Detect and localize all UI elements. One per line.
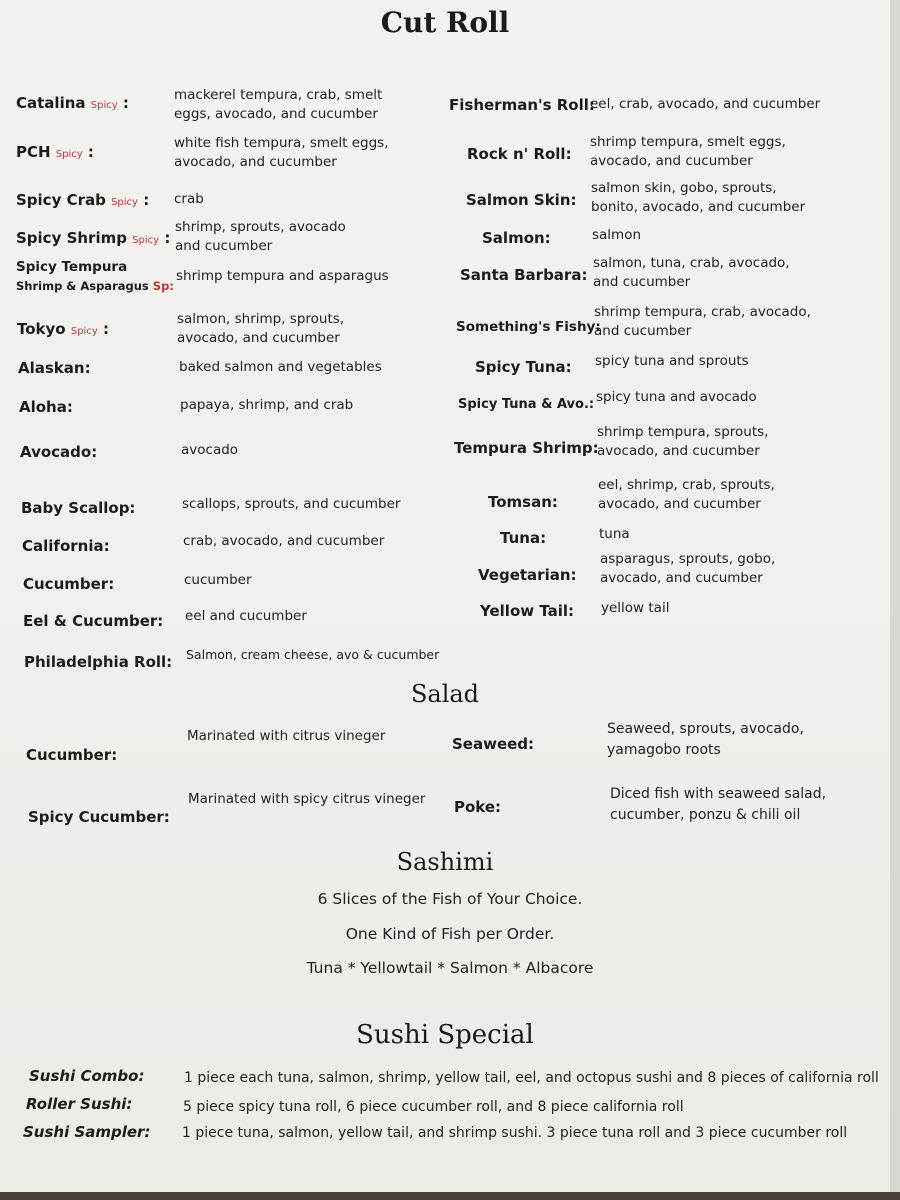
cut-roll-heading: Cut Roll <box>380 6 510 39</box>
special-description: 1 piece tuna, salmon, yellow tail, and shrimp sushi. 3 piece tuna roll and 3 piece cucumber roll <box>182 1125 848 1141</box>
roll-description: papaya, shrimp, and crab <box>180 397 354 413</box>
roll-description: scallops, sprouts, and cucumber <box>182 496 401 512</box>
roll-description: eel, shrimp, crab, sprouts, avocado, and cucumber <box>598 477 775 512</box>
salad-description: Marinated with spicy citrus vineger <box>188 791 426 807</box>
roll-description: yellow tail <box>601 600 670 616</box>
roll-name: Avocado: <box>20 443 98 461</box>
sashimi-line: One Kind of Fish per Order. <box>345 925 555 943</box>
roll-description: shrimp tempura, crab, avocado, and cucumber <box>594 304 811 339</box>
roll-description: eel and cucumber <box>185 608 307 624</box>
roll-name: PCH Spicy : <box>16 143 94 161</box>
roll-description: salmon <box>592 227 642 243</box>
roll-description: asparagus, sprouts, gobo, avocado, and cucumber <box>600 551 776 586</box>
roll-name: Something's Fishy: <box>456 319 601 335</box>
special-name: Roller Sushi: <box>26 1095 133 1113</box>
special-description: 1 piece each tuna, salmon, shrimp, yellow tail, eel, and octopus sushi and 8 pieces of california roll <box>184 1070 879 1086</box>
roll-name: Salmon Skin: <box>466 191 577 209</box>
special-description: 5 piece spicy tuna roll, 6 piece cucumber roll, and 8 piece california roll <box>183 1099 684 1115</box>
salad-name: Spicy Cucumber: <box>28 808 170 826</box>
sashimi-fish-list: Tuna * Yellowtail * Salmon * Albacore <box>306 959 594 977</box>
table-surface <box>0 1192 900 1200</box>
sashimi-heading: Sashimi <box>396 848 494 876</box>
page-edge <box>890 0 900 1200</box>
roll-description: avocado <box>181 442 239 458</box>
roll-name: Fisherman's Roll: <box>449 96 595 114</box>
roll-name: Spicy Tempura Shrimp & Asparagus Sp: <box>16 259 174 293</box>
roll-description: spicy tuna and avocado <box>596 389 757 405</box>
salad-name: Cucumber: <box>26 746 118 764</box>
roll-name: Alaskan: <box>18 359 91 377</box>
roll-name: Santa Barbara: <box>460 266 588 284</box>
roll-description: salmon, tuna, crab, avocado, and cucumber <box>593 255 790 290</box>
roll-name: Eel & Cucumber: <box>23 612 164 630</box>
roll-description: eel, crab, avocado, and cucumber <box>590 96 821 112</box>
roll-name: Rock n' Roll: <box>467 145 572 163</box>
roll-description: crab <box>174 191 204 207</box>
salad-description: Seaweed, sprouts, avocado, yamagobo roots <box>607 721 804 758</box>
roll-description: white fish tempura, smelt eggs, avocado, and cucumber <box>174 135 389 170</box>
roll-description: cucumber <box>184 572 252 588</box>
roll-name: California: <box>22 537 110 555</box>
roll-name: Philadelphia Roll: <box>24 653 173 671</box>
roll-name: Spicy Tuna: <box>475 358 572 376</box>
roll-name: Salmon: <box>482 229 551 247</box>
roll-description: shrimp, sprouts, avocado and cucumber <box>175 219 346 254</box>
roll-name: Spicy Tuna & Avo.: <box>458 397 595 412</box>
roll-name: Spicy Crab Spicy : <box>16 191 150 209</box>
roll-name: Tomsan: <box>488 493 558 511</box>
roll-description: spicy tuna and sprouts <box>595 353 749 369</box>
roll-name: Catalina Spicy : <box>16 94 129 112</box>
roll-name: Aloha: <box>19 398 73 416</box>
roll-description: mackerel tempura, crab, smelt eggs, avocado, and cucumber <box>174 87 383 122</box>
roll-name: Spicy Shrimp Spicy : <box>16 229 171 247</box>
salad-description: Marinated with citrus vineger <box>187 728 386 744</box>
roll-description: crab, avocado, and cucumber <box>183 533 385 549</box>
salad-description: Diced fish with seaweed salad, cucumber, ponzu & chili oil <box>610 786 827 823</box>
roll-name: Tuna: <box>500 529 547 547</box>
roll-description: salmon skin, gobo, sprouts, bonito, avocado, and cucumber <box>591 180 806 215</box>
roll-description: Salmon, cream cheese, avo & cucumber <box>186 647 440 662</box>
roll-description: shrimp tempura and asparagus <box>176 268 389 284</box>
sushi-special-heading: Sushi Special <box>356 1020 534 1050</box>
roll-description: shrimp tempura, sprouts, avocado, and cucumber <box>597 424 769 459</box>
roll-description: salmon, shrimp, sprouts, avocado, and cucumber <box>177 311 345 346</box>
sashimi-line: 6 Slices of the Fish of Your Choice. <box>317 890 583 908</box>
roll-name: Yellow Tail: <box>480 602 575 620</box>
roll-name: Vegetarian: <box>478 566 577 584</box>
salad-name: Poke: <box>454 798 502 816</box>
special-name: Sushi Combo: <box>29 1067 145 1085</box>
roll-description: shrimp tempura, smelt eggs, avocado, and cucumber <box>590 134 786 169</box>
roll-name: Tokyo Spicy : <box>17 320 109 338</box>
special-name: Sushi Sampler: <box>23 1123 151 1141</box>
roll-description: baked salmon and vegetables <box>179 359 382 375</box>
roll-description: tuna <box>599 526 630 542</box>
roll-name: Tempura Shrimp: <box>454 439 599 457</box>
salad-heading: Salad <box>410 680 480 708</box>
salad-name: Seaweed: <box>452 735 535 753</box>
roll-name: Cucumber: <box>23 575 115 593</box>
roll-name: Baby Scallop: <box>21 499 136 517</box>
